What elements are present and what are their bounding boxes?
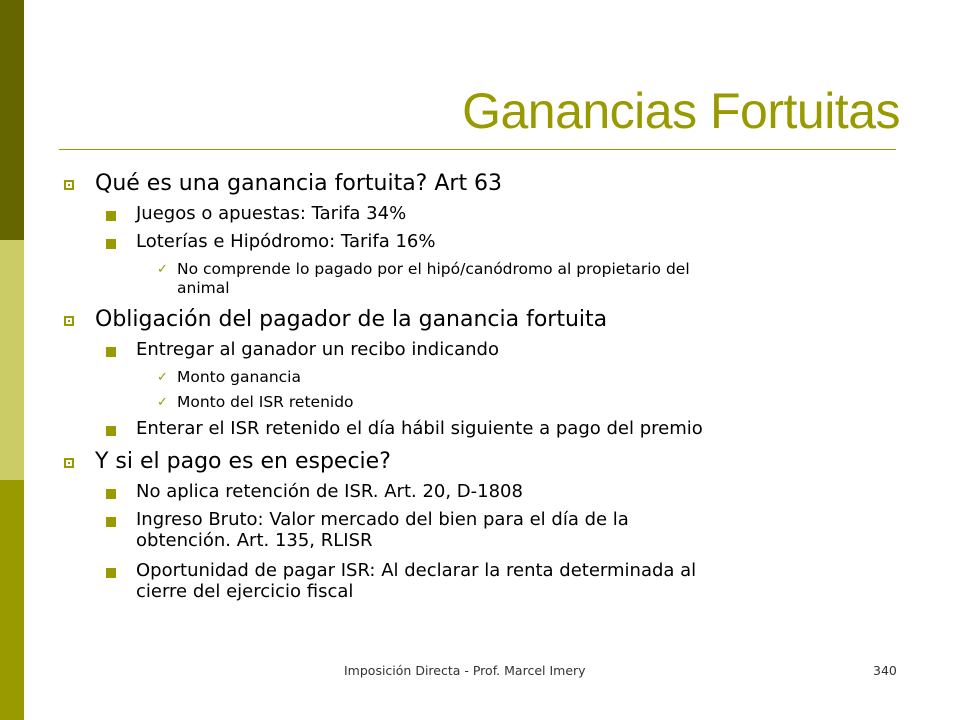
checkmark-bullet-icon: ✓ [157,370,168,385]
bullet-level2: Juegos o apuestas: Tarifa 34% [136,203,407,224]
bullet-level2-continuation: cierre del ejercicio fiscal [136,581,354,602]
square-bullet-icon [106,517,116,527]
square-bullet-icon [106,568,116,578]
page-number: 340 [873,663,897,678]
hollow-square-bullet-icon [64,316,74,326]
bullet-level2: Enterar el ISR retenido el día hábil siguiente a pago del premio [136,418,703,439]
bullet-level1: Y si el pago es en especie? [95,449,391,474]
bullet-level3-continuation: animal [177,279,230,297]
square-bullet-icon [106,239,116,249]
checkmark-bullet-icon: ✓ [157,262,168,277]
bullet-level2: No aplica retención de ISR. Art. 20, D-1808 [136,481,523,502]
bullet-level2: Entregar al ganador un recibo indicando [136,339,499,360]
bullet-level2: Oportunidad de pagar ISR: Al declarar la renta determinada al [136,560,697,581]
hollow-square-bullet-icon [64,180,74,190]
bullet-level3: Monto del ISR retenido [177,393,354,411]
square-bullet-icon [106,347,116,357]
bullet-level2: Ingreso Bruto: Valor mercado del bien para el día de la [136,509,629,530]
slide-title: Ganancias Fortuitas [462,83,900,139]
bullet-level2: Loterías e Hipódromo: Tarifa 16% [136,231,436,252]
square-bullet-icon [106,489,116,499]
square-bullet-icon [106,426,116,436]
bullet-level2-continuation: obtención. Art. 135, RLISR [136,530,373,551]
bullet-level3: Monto ganancia [177,368,301,386]
hollow-square-bullet-icon [64,458,74,468]
bullet-level1: Obligación del pagador de la ganancia fortuita [95,307,608,332]
bullet-level1: Qué es una ganancia fortuita? Art 63 [95,171,503,196]
slide-footer: Imposición Directa - Prof. Marcel Imery [344,663,586,678]
bullet-level3: No comprende lo pagado por el hipó/canódromo al propietario del [177,260,690,278]
checkmark-bullet-icon: ✓ [157,395,168,410]
square-bullet-icon [106,211,116,221]
